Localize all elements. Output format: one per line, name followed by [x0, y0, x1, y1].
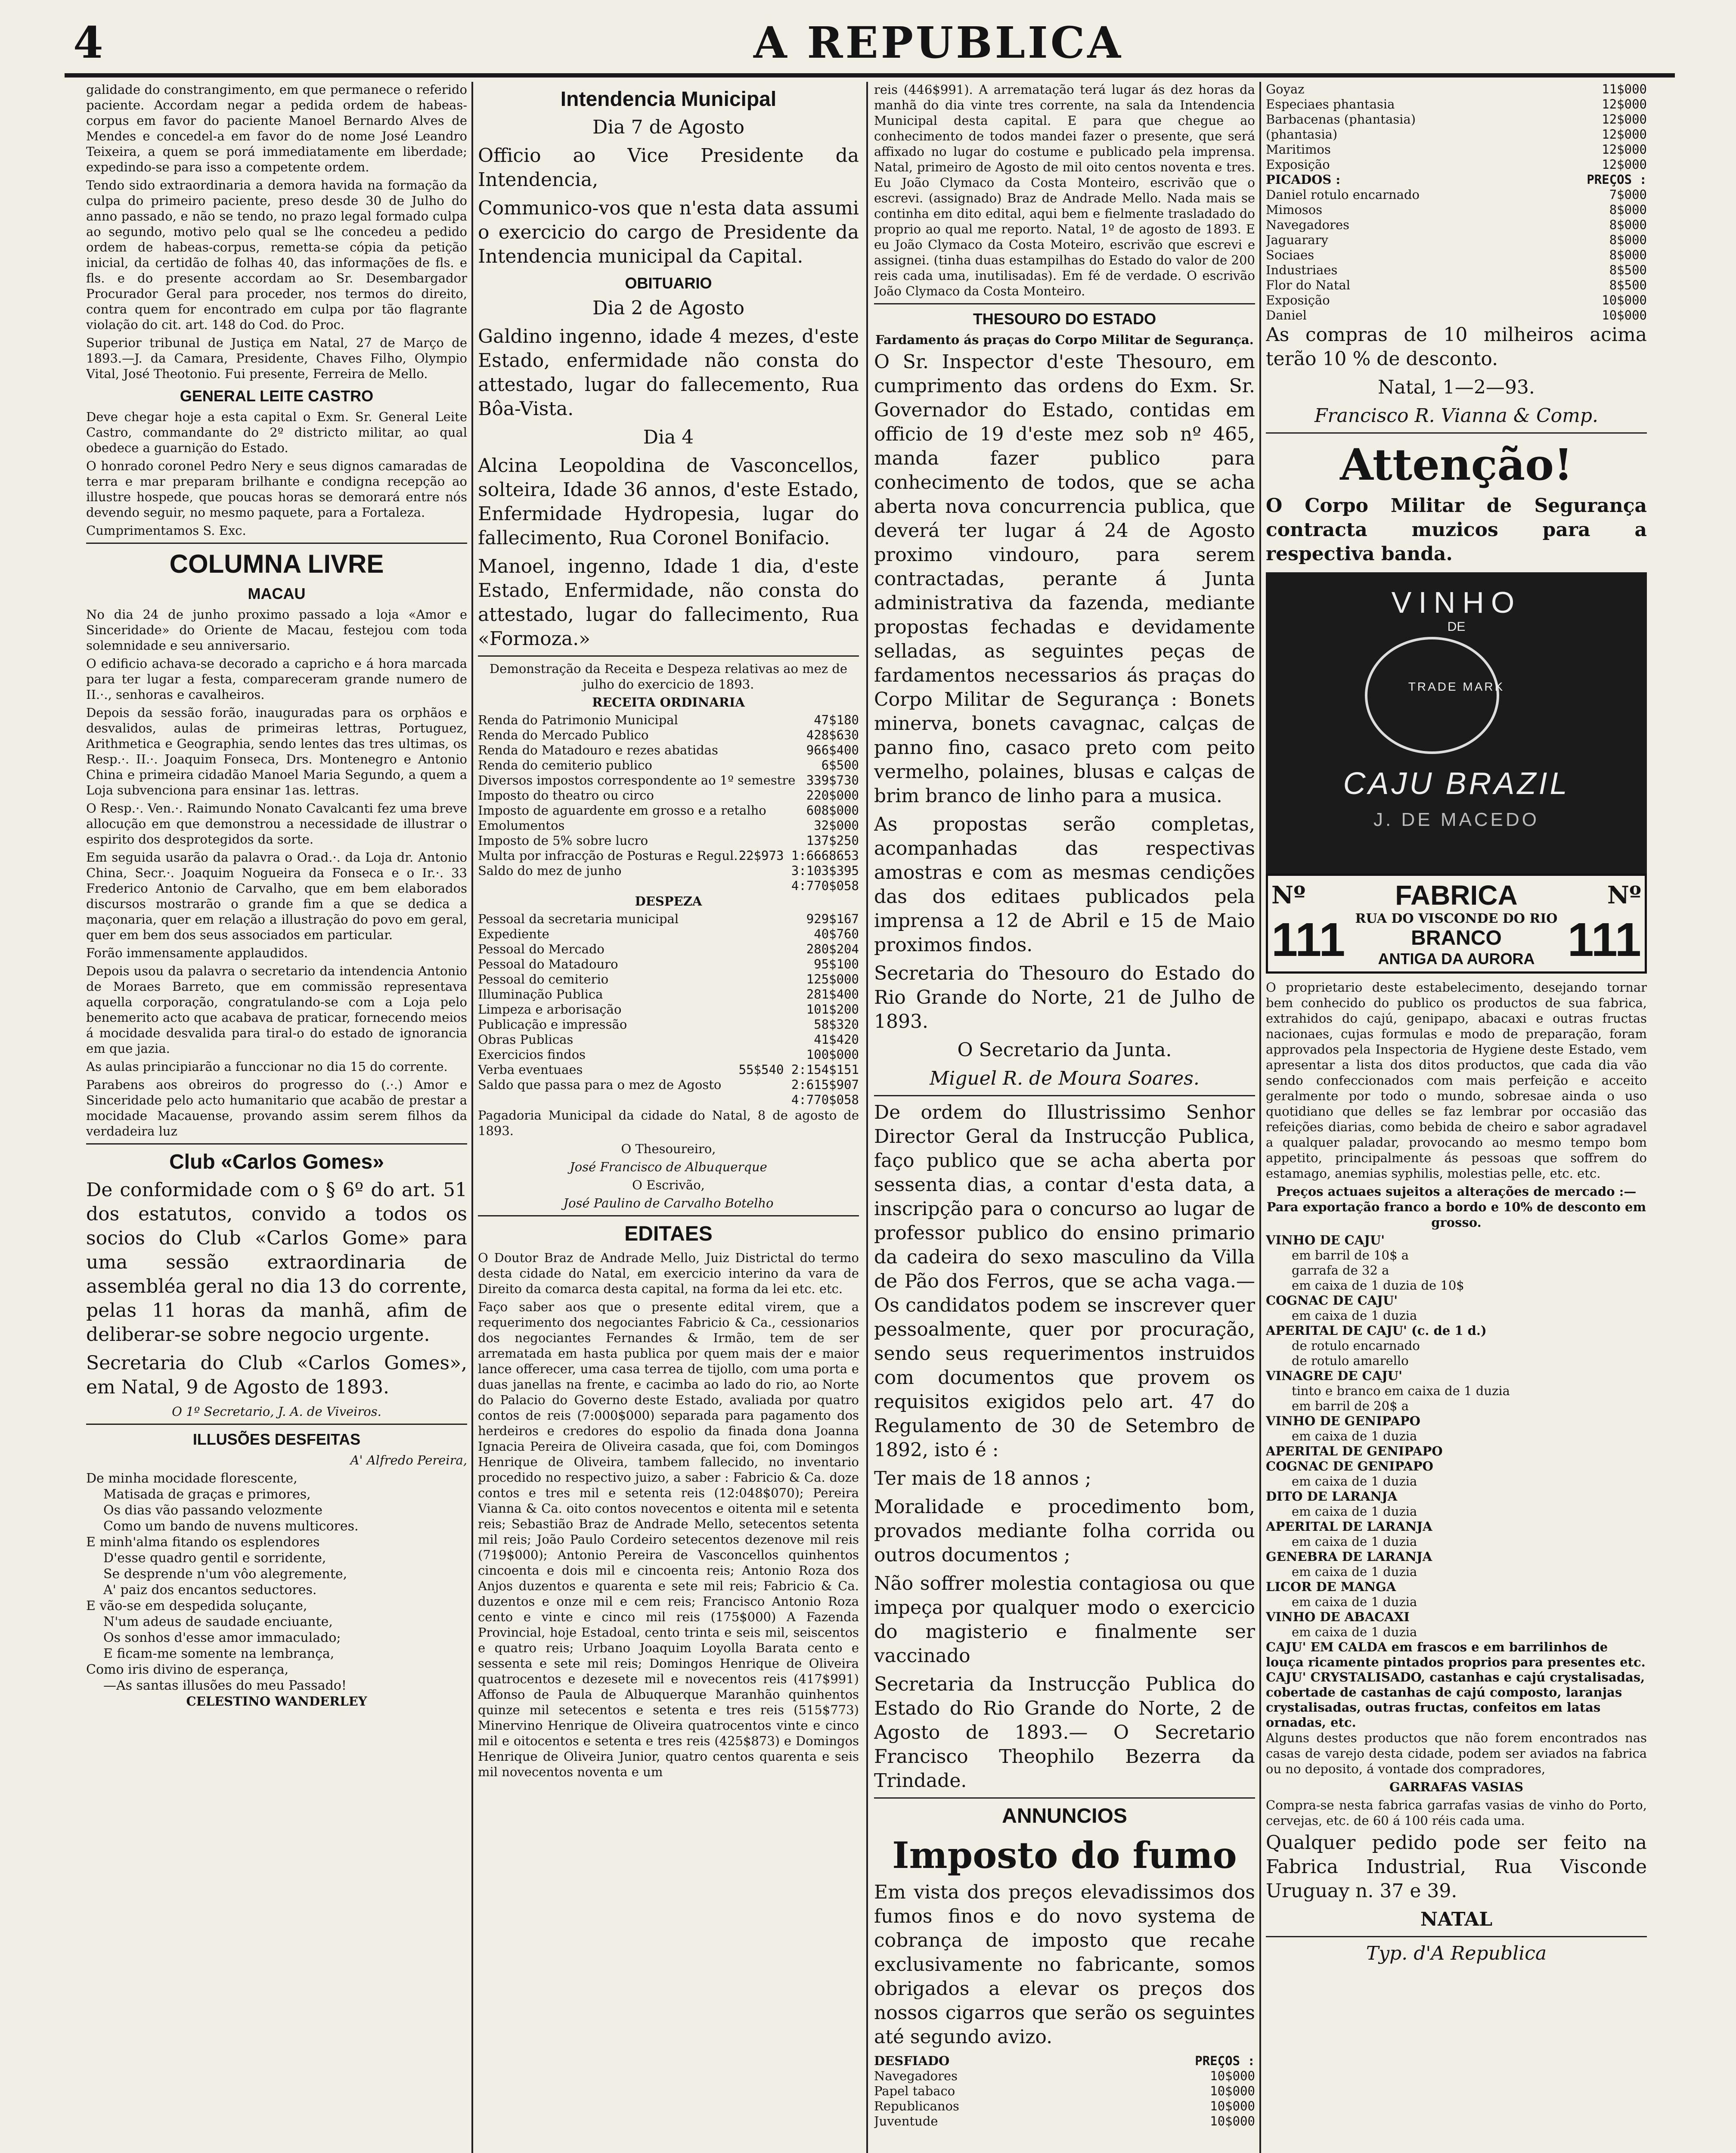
column-divider [1259, 82, 1261, 2153]
price-row [478, 1062, 859, 1077]
product-line: tinto e branco em caixa de 1 duzia [1292, 1384, 1510, 1398]
price-row [1266, 187, 1647, 202]
fabrica-address: RUA DO VISCONDE DO RIO [1355, 911, 1558, 926]
product-line: de rotulo amarello [1292, 1353, 1409, 1368]
article-text: Em vista dos preços elevadissimos dos fumos finos e do novo systema de cobrança de imposto que recahe exclusivamente no fabricante, somos obrigados a elevar os preços dos nossos cigarros que serão os seguintes até segundo avizo. [874, 1881, 1255, 2048]
desfiado-label: DESFIADO [874, 2054, 950, 2068]
article-text: O Sr. Inspector d'este Thesouro, em cumprimento das ordens do Exm. Sr. Governador do Estado, contidas em officio de 19 d'este mez sob nº 465, manda fazer publico para conhecimento de todos, que se acha aberta nova concurrencia publica, que deverá ter lugar á 24 de Agosto proximo vindouro, para serem contractadas, perante á Junta administrativa da fazenda, mediante propostas fechadas e devidamente selladas, as seguintes peças de fardamentos necessarios ás praças do Corpo Militar de Segurança : Bonets minerva, bonets cavagnac, calças de panno fino, casaco preto com peito vermelho, polaines, blusas e calças de brim branco de linho para a musica. [874, 351, 1255, 807]
row-label: Maritimos [1266, 142, 1331, 157]
row-value: 929$167 [806, 912, 859, 926]
row-label: Exercicios findos [478, 1047, 586, 1062]
article-text: galidade do constrangimento, em que permanece o referido paciente. Accordam negar a pedida ordem de habeas-corpus em favor do paciente Manoel Bernardo Alves de Mendes e concedel-a em favor do de nome José Leandro Teixeira, a quem se porá immediatamente em liberdade; expedindo-se para isso a competente ordem. [86, 82, 467, 174]
product-line: em caixa de 1 duzia [1292, 1474, 1417, 1489]
trade-mark-text: TRADE MARK [1408, 680, 1505, 693]
row-value: 4:770$058 [791, 1092, 859, 1107]
masthead [65, 13, 1675, 68]
article-text: No dia 24 de junho proximo passado a loja «Amor e Sinceridade» do Oriente de Macau, festejou com toda solemnidade e seu anniversario. [86, 607, 467, 653]
row-value: 58$320 [814, 1017, 859, 1032]
divider [874, 1797, 1255, 1799]
poem-line: De minha mocidade florescente, [86, 1471, 298, 1486]
row-label: Papel tabaco [874, 2084, 955, 2098]
caju-brazil-text: CAJU BRAZIL [1343, 766, 1570, 801]
row-value: 12$000 [1602, 97, 1647, 112]
price-list-top [1266, 82, 1647, 172]
row-value: 95$100 [814, 957, 859, 971]
row-value: 339$730 [806, 773, 859, 788]
product-line: garrafa de 32 a [1292, 1263, 1389, 1278]
fabrica-word: FABRICA [1395, 880, 1518, 911]
divider [874, 1095, 1255, 1096]
row-label: Multa por infracção de Posturas e Regul. [478, 848, 738, 863]
article-text: As aulas principiarão a funccionar no dia 15 do corrente. [86, 1059, 448, 1074]
poem-dedication: A' Alfredo Pereira, [350, 1453, 467, 1467]
product-line: APERITAL DE CAJU' (c. de 1 d.) [1266, 1323, 1487, 1338]
product-line: em caixa de 1 duzia [1292, 1504, 1417, 1519]
product-line: GENEBRA DE LARANJA [1266, 1549, 1432, 1564]
poem-line: Como iris divino de esperança, [86, 1662, 289, 1677]
poem-line: D'esse quadro gentil e sorridente, [103, 1551, 326, 1566]
row-label: Daniel [1266, 308, 1307, 323]
club-notice: Secretaria do Club «Carlos Gomes», em Natal, 9 de Agosto de 1893. [86, 1352, 467, 1398]
product-line: CAJU' CRYSTALISADO, castanhas e cajú crystalisadas, cobertade de castanhas de cajú composto, laranjas crystalisadas, outras fructas, confeitos em latas ornadas, etc. [1266, 1670, 1645, 1730]
heading-macau: MACAU [248, 585, 306, 602]
row-value: 8$000 [1609, 217, 1647, 232]
row-value: 55$540 2:154$151 [738, 1062, 859, 1077]
row-label: Imposto de 5% sobre lucro [478, 833, 648, 848]
divider [86, 543, 467, 544]
row-label: Pessoal da secretaria municipal [478, 912, 679, 926]
price-row [478, 833, 859, 848]
article-text: Pagadoria Municipal da cidade do Natal, 8 de agosto de 1893. [478, 1108, 859, 1138]
row-label: Emolumentos [478, 818, 565, 833]
row-value: 12$000 [1602, 157, 1647, 172]
price-row [1266, 308, 1647, 323]
date-line: Dia 4 [643, 426, 694, 448]
date-line: Natal, 1—2—93. [1378, 376, 1535, 398]
article-text: Communico-vos que n'esta data assumi o exercicio do cargo de Presidente da Intendencia municipal da Capital. [478, 197, 859, 267]
price-row [478, 713, 859, 728]
row-label: Mimosos [1266, 202, 1323, 217]
branco-word: BRANCO [1411, 927, 1502, 949]
row-value: 281$400 [806, 987, 859, 1002]
row-label: Saldo do mez de junho [478, 863, 622, 878]
order-note: Qualquer pedido pode ser feito na Fabrica Industrial, Rua Visconde Uruguay n. 37 e 39. [1266, 1832, 1647, 1902]
row-label: Publicação e impressão [478, 1017, 627, 1032]
row-label: Imposto do theatro ou circo [478, 788, 654, 803]
price-row [874, 2084, 1255, 2099]
poem-line: N'um adeus de saudade enciuante, [103, 1614, 333, 1629]
product-line: em caixa de 1 duzia de 10$ [1292, 1278, 1464, 1293]
masthead-rule [65, 73, 1675, 78]
price-row [1266, 142, 1647, 157]
signature: Francisco R. Vianna & Comp. [1314, 405, 1599, 427]
picados-header [1266, 172, 1647, 187]
row-label: Republicanos [874, 2099, 959, 2113]
poem-line: E ficam-me somente na lembrança, [103, 1646, 335, 1661]
row-value: 10$000 [1602, 308, 1647, 323]
price-row [478, 743, 859, 758]
price-row [478, 803, 859, 818]
price-row [478, 773, 859, 788]
product-line: em caixa de 1 duzia [1292, 1595, 1417, 1609]
row-value: 22$973 1:6668653 [738, 848, 859, 863]
row-label: Pessoal do Mercado [478, 942, 604, 956]
article-text: Faço saber aos que o presente edital virem, que a requerimento dos negociantes Fabricio & Ca., cessionarios dos negociantes Fernandes & Irmão, tem de ser arrematada em hasta publica por quem mais der e maior lance offerecer, uma casa terrea de tijollo, com uma porta e duas janellas na frente, e cacimba ao lado do rio, ao Norte do Palacio do Governo deste Estado, avaliada por quatro contos de reis (7:000$000) separada para pagamento dos herdeiros e credores do espolio da finada dona Joanna Ignacia Pereira de Oliveira casada, que foi, com Domingos Henrique de Oliveira, tambem fallecido, no inventario procedido no respectivo juizo, a saber : Fabricio & Ca. doze contos e tres mil e setenta reis (12:048$070); Pereira Vianna & Ca. oito contos novecentos e oitenta mil e setenta reis; Sebastião Braz de Andrade Mello, setecentos setenta mil reis; João Paulo Cordeiro setecentos dezenove mil reis (719$000); Antonio Pereira de Vasconcellos quinhentos cincoenta e dois mil e cincoenta reis; Antonio Roza dos Anjos duzentos e quarenta e sete mil reis; Fabricio & Ca. duzentos e onze mil e cem reis; Francisco Antonio Roza cento e vinte e cinco mil reis (175$000) A Fazenda Provincial, hoje Estadoal, cento trinta e seis mil, seiscentos e quatro reis; Urbano Joaquim Loyolla Barata cento e sessenta e sete mil reis; Domingos Henrique de Oliveira quatrocentos e dezesete mil e novecentos reis (417$991) Affonso de Paula de Albuquerque Maranhão quinhentos quinze mil setecentos e setenta e tres reis (515$773) Minervino Henrique de Oliveira quatrocentos vinte e cinco mil e oitocentos e setenta e tres reis (425$873) e Domingos Henrique de Oliveira Junior, quatro centos quarenta e seis mil novecentos noventa e um [478, 1300, 859, 1779]
heading-annuncios: ANNUNCIOS [1002, 1805, 1127, 1827]
column-divider [866, 82, 868, 2153]
row-label: Obras Publicas [478, 1032, 574, 1047]
row-value: 3:103$395 [791, 863, 859, 878]
price-row [874, 2069, 1255, 2084]
product-line: em caixa de 1 duzia [1292, 1308, 1417, 1323]
row-value: 10$000 [1210, 2069, 1255, 2083]
product-line: em caixa de 1 duzia [1292, 1429, 1417, 1443]
de-word: DE [1447, 620, 1466, 634]
article-text: O Doutor Braz de Andrade Mello, Juiz Districtal do termo desta cidade do Natal, em exercicio interino da vara de Direito da comarca desta capital, na forma da lei etc. etc. [478, 1250, 859, 1296]
row-value: 220$000 [806, 788, 859, 803]
article-text: reis (446$991). A arrematação terá lugar ás dez horas da manhã do dia vinte tres corrente, na sala da Intendencia Municipal desta capital. E para que chegue ao conhecimento de todos mandei fazer o presente, que será affixado no lugar do costume e publicado pela imprensa. Natal, primeiro de Agosto de mil oito centos noventa e tres. Eu João Clymaco da Costa Monteiro, escrivão que o escrevi. (assignado) Braz de Andrade Mello. Nada mais se continha em dito edital, aqui bem e fielmente trasladado do proprio ao qual me reporto. Natal, 1º de agosto de 1893. E eu João Clymaco da Costa Moteiro, escrivão que escrevi e assignei. (tinha duas estampilhas do Estado do valor de 200 reis cada uma, inutilisadas). Em fé de verdade. O escrivão João Clymaco da Costa Monteiro. [874, 82, 1255, 298]
price-row [1266, 263, 1647, 278]
heading-columna-livre: COLUMNA LIVRE [169, 549, 384, 578]
price-row [478, 1017, 859, 1032]
price-note: Preços actuaes sujeitos a alterações de mercado :—Para exportação franco a bordo e 10% de desconto em grosso. [1266, 1184, 1646, 1230]
street-number: 111 [1271, 913, 1345, 966]
article-text: Forão immensamente applaudidos. [86, 946, 308, 960]
product-line: COGNAC DE CAJU' [1266, 1293, 1398, 1308]
article-text: O honrado coronel Pedro Nery e seus dignos camaradas de terra e mar preparam brilhante e condigna recepção ao illustre hospede, que poucas horas se demorará entre nós devendo seguir, no mesmo paquete, para a Fortaleza. [86, 459, 467, 520]
divider [874, 303, 1255, 304]
price-row [1266, 248, 1647, 263]
article-text: O proprietario deste estabelecimento, desejando tornar bem conhecido do publico os productos de sua fabrica, extrahidos do cajú, genipapo, abacaxi e outras fructas nacionaes, cujas formulas e modo de preparação, foram approvados pela Inspectoria de Hygiene deste Estado, vem apresentar a lista dos ditos productos, que cada dia vão sendo confeccionados com mais perfeição e acceito geralmente por todo o mundo, sobresae ainda o uso quotidiano que delles se faz lembrar por occasião das refeições diarias, como bebida de cheiro e sabor agradavel a qualquer paladar, provocando ao mesmo tempo bom appetito, principalmente ás pessoas que soffrem do estamago, anemias syphilis, molestias pelle, etc. etc. [1266, 980, 1647, 1181]
row-value: 11$000 [1602, 82, 1647, 96]
price-row [478, 728, 859, 743]
row-label: Renda do Patrimonio Municipal [478, 713, 678, 727]
row-value: 428$630 [806, 728, 859, 742]
fabrica-ad [1266, 874, 1647, 974]
price-row [478, 788, 859, 803]
article-text: Tendo sido extraordinaria a demora havida na formação da culpa do primeiro paciente, preso desde 30 de Julho do anno passado, e não se tendo, no prazo legal formado culpa ao segundo, motivo pelo qual se lhe concedeu a pedido ordem de habeas-corpus, remetta-se cópia da petição inicial, da certidão de folhas 40, das informações de fls. e fls. e do presente accordam ao Sr. Desembargador Procurador Geral para proceder, nos termos do direito, contra quem for encontrado em culpa por tão flagrante violação do cit. art. 148 do Cod. do Proc. [86, 178, 467, 332]
discount-note: As compras de 10 milheiros acima terão 10 % de desconto. [1266, 324, 1647, 370]
column-2 [478, 82, 859, 2153]
macedo-text: J. DE MACEDO [1373, 809, 1539, 830]
row-label: Daniel rotulo encarnado [1266, 187, 1420, 202]
row-value: 12$000 [1602, 142, 1647, 157]
column-divider [471, 82, 473, 2153]
poem-line: A' paiz dos encantos seductores. [103, 1582, 317, 1598]
vinho-word: VINHO [1391, 586, 1522, 619]
row-value: 8$500 [1609, 263, 1647, 277]
column-3 [874, 82, 1255, 2153]
desfiado-price-list [874, 2069, 1255, 2129]
row-value: 280$204 [806, 942, 859, 956]
obituary-entry: Galdino ingenno, idade 4 mezes, d'este Estado, enfermidade não consta do attestado, lugar do fallecemento, Rua Bôa-Vista. [478, 326, 859, 420]
poem [86, 1470, 467, 1694]
numero-label: Nº [1271, 881, 1306, 909]
row-value: 4:770$058 [791, 878, 859, 893]
price-row [478, 1002, 859, 1017]
obituary-entry: Manoel, ingenno, Idade 1 dia, d'este Estado, Enfermidade, não consta do attestado, lugar do fallecimento, Rua «Formoza.» [478, 555, 859, 650]
poem-author: CELESTINO WANDERLEY [186, 1694, 367, 1709]
garrafas-heading: GARRAFAS VASIAS [1389, 1780, 1524, 1794]
poem-line: Como um bando de nuvens multicores. [103, 1519, 359, 1534]
row-label: Imposto de aguardente em grosso e a retalho [478, 803, 766, 818]
price-row [478, 927, 859, 942]
row-label: Pessoal do Matadouro [478, 957, 618, 971]
price-row [1266, 82, 1647, 97]
divider [1266, 1936, 1647, 1937]
row-value: 10$000 [1210, 2114, 1255, 2128]
article-text: O Corpo Militar de Segurança contracta muzicos para a respectiva banda. [1266, 495, 1647, 565]
row-value: 608$000 [806, 803, 859, 818]
signature: José Francisco de Albuquerque [570, 1160, 767, 1174]
signature: O Escrivão, [632, 1178, 705, 1192]
picados-price-list [1266, 187, 1647, 323]
heading-attencao: Attenção! [1340, 439, 1573, 490]
article-text: As propostas serão completas, acompanhadas das respectivas amostras e com as mesmas cendições das dos editaes publicados pela imprensa a 12 de Abril e 15 de Maio proximos findos. [874, 813, 1255, 956]
product-line: em caixa de 1 duzia [1292, 1534, 1417, 1549]
natal-word: NATAL [1420, 1908, 1493, 1930]
page-number: 4 [73, 17, 103, 68]
row-value: 8$000 [1609, 248, 1647, 262]
heading-club: Club «Carlos Gomes» [169, 1151, 384, 1173]
poem-line: —As santas illusões do meu Passado! [103, 1678, 347, 1693]
price-row [478, 1077, 859, 1092]
heading-imposto-fumo: Imposto do fumo [892, 1834, 1237, 1877]
numero-label: Nº [1607, 881, 1641, 909]
product-line: em barril de 20$ a [1292, 1399, 1409, 1413]
article-text: Compra-se nesta fabrica garrafas vasias de vinho do Porto, cervejas, etc. de 60 á 100 réis cada uma. [1266, 1798, 1647, 1828]
row-value: 6$500 [821, 758, 859, 772]
row-label: Illuminação Publica [478, 987, 603, 1002]
newspaper-title: A REPUBLICA [753, 17, 1123, 68]
price-row [874, 2114, 1255, 2129]
price-row [1266, 112, 1647, 127]
heading-illusoes: ILLUSÕES DESFEITAS [192, 1430, 361, 1448]
row-label: Barbacenas (phantasia) [1266, 112, 1416, 127]
product-line: DITO DE LARANJA [1266, 1489, 1398, 1504]
typography-credit: Typ. d'A Republica [1366, 1942, 1547, 1964]
row-value: 40$760 [814, 927, 859, 941]
price-row [478, 957, 859, 972]
article-text: Depois da sessão forão, inauguradas para os orphãos e desvalidos, aulas de primeiras lettras, Portuguez, Arithmetica e Geographia, sendo lentes das tres ultimas, os Resp.·. II.·. Joaquim Fonseca, Drs. Montenegro e Antonio China e primeira cidadão Manoel Maria Segundo, a quem a Loja subvenciona para ensinar 1as. lettras. [86, 705, 467, 797]
row-label: Industriaes [1266, 263, 1338, 277]
article-text: Superior tribunal de Justiça em Natal, 27 de Março de 1893.—J. da Camara, Presidente, Chaves Filho, Olympio Vital, José Theotonio. Fui presente, Ferreira de Mello. [86, 335, 467, 381]
signature: O Secretario da Junta. [957, 1039, 1172, 1061]
article-text: Secretaria da Instrucção Publica do Estado do Rio Grande do Norte, 2 de Agosto de 1893.— O Secretario Francisco Theophilo Bezerra da Trindade. [874, 1673, 1255, 1792]
price-row [1266, 293, 1647, 308]
row-value: 10$000 [1602, 293, 1647, 307]
signature: O Thesoureiro, [621, 1142, 716, 1156]
street-number: 111 [1567, 913, 1641, 966]
product-line: de rotulo encarnado [1292, 1338, 1420, 1353]
row-label: Navegadores [1266, 217, 1349, 232]
poem-line: E vão-se em despedida soluçante, [86, 1598, 307, 1613]
product-line: COGNAC DE GENIPAPO [1266, 1459, 1433, 1474]
price-row [1266, 97, 1647, 112]
divider [86, 1424, 467, 1425]
row-value: 8$000 [1609, 202, 1647, 217]
row-value: 100$000 [806, 1047, 859, 1062]
row-value: 10$000 [1210, 2099, 1255, 2113]
divider [478, 1215, 859, 1216]
price-row [478, 818, 859, 833]
despeza-table [478, 912, 859, 1108]
article-text: Officio ao Vice Presidente da Intendencia, [478, 145, 859, 191]
product-line: APERITAL DE GENIPAPO [1266, 1444, 1443, 1458]
poem-line: Os sonhos d'esse amor immaculado; [103, 1630, 341, 1645]
price-row [1266, 278, 1647, 293]
row-value: 101$200 [806, 1002, 859, 1017]
price-row [874, 2099, 1255, 2114]
divider [1266, 432, 1647, 434]
divider [86, 1143, 467, 1145]
price-row [1266, 157, 1647, 172]
desfiado-header [874, 2054, 1255, 2069]
poem-line: Matisada de graças e primores, [103, 1487, 311, 1502]
poem-line: Se desprende n'um vôo alegremente, [103, 1567, 347, 1582]
heading-general: GENERAL LEITE CASTRO [180, 387, 374, 405]
signature: Miguel R. de Moura Soares. [930, 1067, 1200, 1089]
trade-mark-seal [1365, 637, 1499, 754]
row-value: 10$000 [1210, 2084, 1255, 2098]
price-row [478, 758, 859, 773]
row-label: Pessoal do cemiterio [478, 972, 609, 987]
product-line: VINHO DE ABACAXI [1266, 1610, 1410, 1624]
price-row [478, 848, 859, 863]
row-value: 8$000 [1609, 233, 1647, 247]
column-4 [1266, 82, 1647, 2153]
row-value: 32$000 [814, 818, 859, 833]
row-value: 125$000 [806, 972, 859, 987]
product-line: em caixa de 1 duzia [1292, 1625, 1417, 1639]
row-label: Expediente [478, 927, 549, 941]
article-text: Moralidade e procedimento bom, provados mediante folha corrida ou outros documentos ; [874, 1496, 1255, 1566]
row-value: 8$500 [1609, 278, 1647, 292]
row-label: Juventude [874, 2114, 938, 2128]
product-line: APERITAL DE LARANJA [1266, 1519, 1432, 1534]
row-label: Exposição [1266, 157, 1330, 172]
price-row [478, 912, 859, 927]
row-value: 137$250 [806, 833, 859, 848]
heading-intendencia: Intendencia Municipal [560, 88, 777, 111]
product-line: VINAGRE DE CAJU' [1266, 1368, 1402, 1383]
product-line: em barril de 10$ a [1292, 1248, 1409, 1263]
heading-obituario: OBITUARIO [625, 274, 712, 292]
row-label: Saldo que passa para o mez de Agosto [478, 1077, 722, 1092]
article-text: Parabens aos obreiros do progresso do (.·.) Amor e Sinceridade pelo acto humanitario que acabão de prestar a mocidade Macauense, provando assim serem filhos da verdadeira luz [86, 1077, 467, 1139]
price-row [1266, 233, 1647, 248]
article-text: Não soffrer molestia contagiosa ou que impeça por qualquer modo o exercicio do magisterio e finalmente ser vaccinado [874, 1573, 1255, 1667]
obituary-entry: Alcina Leopoldina de Vasconcellos, solteira, Idade 36 annos, d'este Estado, Enfermidade Hydropesia, lugar do fallecimento, Rua Coronel Bonifacio. [478, 455, 859, 549]
article-text: Cumprimentamos S. Exc. [86, 523, 246, 538]
column-1 [86, 82, 467, 2153]
antiga-aurora: ANTIGA DA AURORA [1378, 950, 1535, 968]
article-text: Secretaria do Thesouro do Estado do Rio Grande do Norte, 21 de Julho de 1893. [874, 962, 1255, 1033]
product-line: VINHO DE CAJU' [1266, 1233, 1385, 1247]
despeza-heading: DESPEZA [635, 894, 702, 909]
row-label: Exposição [1266, 293, 1330, 307]
signature: José Paulino de Carvalho Botelho [563, 1196, 774, 1210]
demonstration-title: Demonstração da Receita e Despeza relativas ao mez de julho do exercicio de 1893. [489, 661, 848, 692]
product-list [1266, 1233, 1647, 1730]
row-value: 7$000 [1609, 187, 1647, 202]
row-value: 41$420 [814, 1032, 859, 1047]
receita-table [478, 713, 859, 893]
row-label: Diversos impostos correspondente ao 1º semestre [478, 773, 796, 788]
product-line: CAJU' EM CALDA em frascos e em barrilinhos de louça ricamente pintados proprios para presentes etc. [1266, 1640, 1646, 1669]
precos-label: PREÇOS : [1195, 2054, 1255, 2068]
row-label: Jaguarary [1266, 233, 1328, 247]
article-text: Ter mais de 18 annos ; [874, 1467, 1091, 1489]
precos-label: PREÇOS : [1587, 172, 1647, 187]
row-label: Flor do Natal [1266, 278, 1351, 292]
row-label: Verba eventuaes [478, 1062, 583, 1077]
price-row [1266, 217, 1647, 233]
heading-editaes: EDITAES [624, 1222, 713, 1245]
row-label: Renda do Mercado Publico [478, 728, 649, 742]
price-row [478, 987, 859, 1002]
article-text: O Resp.·. Ven.·. Raimundo Nonato Cavalcanti fez uma breve allocução em que demonstrou a necessidade de illustrar o espirito dos desprotegidos da sorte. [86, 801, 467, 847]
row-value: 12$000 [1602, 112, 1647, 127]
date-line: Dia 2 de Agosto [592, 297, 744, 319]
heading-thesouro: THESOURO DO ESTADO [973, 310, 1156, 328]
row-label: Renda do cemiterio publico [478, 758, 652, 772]
price-row [1266, 127, 1647, 142]
price-row [478, 1032, 859, 1047]
price-row [478, 878, 859, 893]
subheading: Fardamento ás praças do Corpo Militar de Segurança. [875, 332, 1254, 347]
row-label: (phantasia) [1266, 127, 1338, 142]
row-label: Goyaz [1266, 82, 1305, 96]
price-row [478, 942, 859, 957]
picados-label: PICADOS : [1266, 172, 1341, 187]
article-text: Depois usou da palavra o secretario da intendencia Antonio de Moraes Barreto, que em commissão representava aquella corporação, congratulando-se com a Loja pelo benemerito acto que acabava de praticar, fornecendo meios á mocidade desvalida para tiral-o do estado de ignorancia em que jazia. [86, 964, 467, 1056]
vinho-caju-ad [1266, 572, 1647, 874]
row-value: 12$000 [1602, 127, 1647, 142]
price-row [478, 1092, 859, 1108]
row-label: Limpeza e arborisação [478, 1002, 622, 1017]
price-row [1266, 202, 1647, 217]
price-row [478, 863, 859, 878]
article-text: Em seguida usarão da palavra o Orad.·. da Loja dr. Antonio China, Secr.·. Joaquim Nogueira da Fonseca e o Ir.·. 33 Frederico Antonio de Carvalho, que em bem elaborados discursos mostrarão o grande fim a que se dedica a maçonaria, quer em relação a illustração do povo em geral, quer em bem dos seus associados em particular. [86, 850, 467, 942]
product-line: LICOR DE MANGA [1266, 1579, 1396, 1594]
row-label: Sociaes [1266, 248, 1314, 262]
receita-heading: RECEITA ORDINARIA [592, 695, 745, 710]
row-value: 966$400 [806, 743, 859, 757]
price-row [478, 972, 859, 987]
article-text: De ordem do Illustrissimo Senhor Director Geral da Instrucção Publica, faço publico que se acha aberta por sessenta dias, a contar d'esta data, a inscripção para o concurso ao lugar de professor publico do ensino primario da cadeira do sexo masculino da Villa de Pão dos Ferros, que se acha vaga.— Os candidatos podem se inscrever quer pessoalmente, quer por procuração, sendo seus requerimentos instruidos com documentos que provem os requisitos exigidos pelo art. 47 do Regulamento de 30 de Setembro de 1892, isto é : [874, 1101, 1255, 1461]
date-line: Dia 7 de Agosto [592, 116, 744, 138]
price-row [478, 1047, 859, 1062]
article-text: Alguns destes productos que não forem encontrados nas casas de varejo desta cidade, podem ser aviados na fabrica ou no deposito, á vontade dos compradores, [1266, 1731, 1647, 1776]
row-value: 2:615$907 [791, 1077, 859, 1092]
poem-line: E minh'alma fitando os esplendores [86, 1535, 320, 1550]
product-line: em caixa de 1 duzia [1292, 1564, 1417, 1579]
row-value: 47$180 [814, 713, 859, 727]
article-text: O edificio achava-se decorado a capricho e á hora marcada para ter lugar a festa, compareceram grande numero de II.·., senhoras e cavalheiros. [86, 656, 467, 702]
club-signature: O 1º Secretario, J. A. de Viveiros. [172, 1404, 381, 1419]
divider [478, 655, 859, 657]
row-label: Especiaes phantasia [1266, 97, 1395, 112]
poem-line: Os dias vão passando velozmente [103, 1503, 322, 1518]
club-notice: De conformidade com o § 6º do art. 51 dos estatutos, convido a todos os socios do Club «Carlos Gome» para uma sessão extraordinaria de assembléa geral no dia 13 do corrente, pelas 11 horas da manhã, afim de deliberar-se sobre negocio urgente. [86, 1179, 467, 1346]
product-line: VINHO DE GENIPAPO [1266, 1414, 1420, 1428]
article-text: Deve chegar hoje a esta capital o Exm. Sr. General Leite Castro, commandante do 2º districto militar, ao qual obedece a guarnição do Estado. [86, 410, 467, 455]
row-label: Navegadores [874, 2069, 958, 2083]
row-label: Renda do Matadouro e rezes abatidas [478, 743, 718, 757]
